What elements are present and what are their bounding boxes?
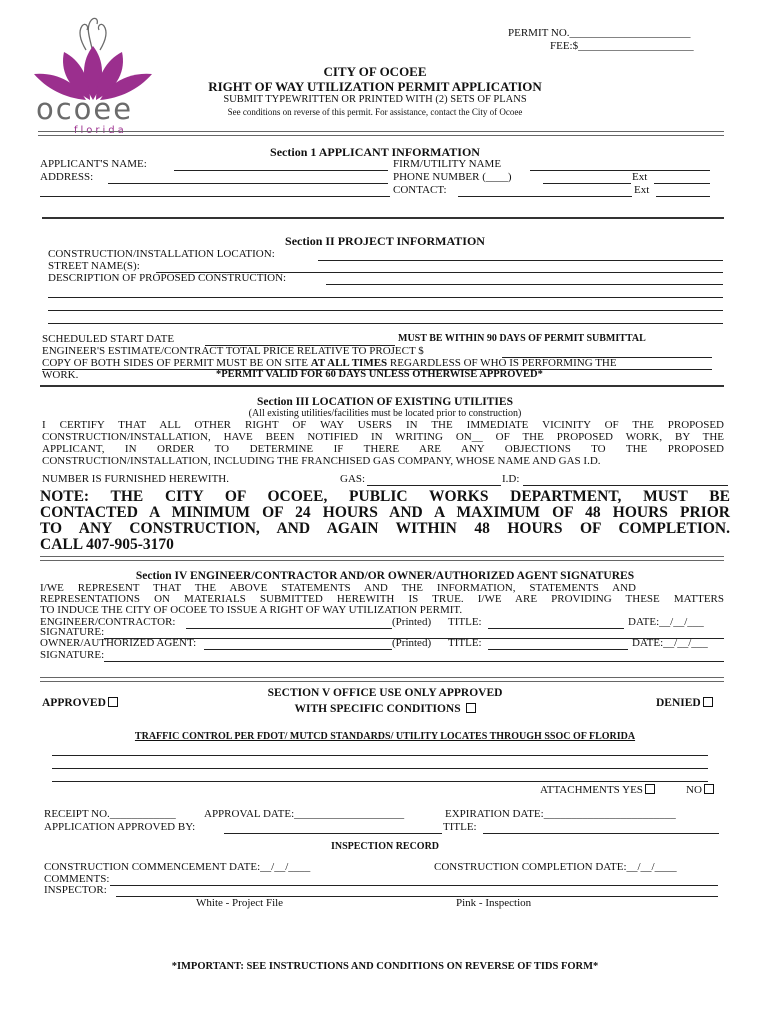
- pink-copy-label: Pink - Inspection: [456, 897, 532, 909]
- represent-line1: I/WE REPRESENT THAT THE ABOVE STATEMENTS AND THE INFORMATION, STATEMENTS AND: [40, 582, 636, 594]
- work-label: WORK.: [42, 369, 79, 381]
- copy-notice: [42, 357, 617, 369]
- certify-line5: NUMBER IS FURNISHED HEREWITH.: [42, 473, 229, 485]
- contact-label: CONTACT:: [393, 184, 447, 196]
- engineer-label: ENGINEER/CONTRACTOR:: [40, 616, 176, 628]
- inspection-record-title: INSPECTION RECORD: [330, 841, 440, 852]
- phone-label: PHONE NUMBER (____): [393, 171, 512, 183]
- checkbox-icon[interactable]: [645, 784, 655, 794]
- ext2-label: Ext: [634, 184, 650, 196]
- approved-with-conditions-checkbox[interactable]: [200, 703, 570, 715]
- owner-title-label: TITLE:: [448, 637, 482, 649]
- certify-line3: APPLICANT, IN ORDER TO DETERMINE IF THERE ARE ANY OBJECTIONS TO THE PROPOSED: [42, 443, 724, 455]
- approved-label: APPROVED: [42, 697, 106, 709]
- gas-id-field[interactable]: [523, 485, 728, 486]
- engineer-title-label: TITLE:: [448, 616, 482, 628]
- approved-by-label: APPLICATION APPROVED BY:: [44, 821, 196, 833]
- copy-notice-b: AT ALL TIMES: [310, 357, 388, 369]
- divider: [42, 217, 724, 219]
- approved-by-field[interactable]: [224, 833, 442, 834]
- logo-wordmark: ocoee: [36, 92, 134, 126]
- note-line1: NOTE: THE CITY OF OCOEE, PUBLIC WORKS DEPARTMENT, MUST BE: [40, 488, 730, 505]
- certify-line4: CONSTRUCTION/INSTALLATION, INCLUDING THE FRANCHISED GAS COMPANY, WHOSE NAME AND GAS I.D.: [42, 455, 601, 467]
- conditions-line2-field[interactable]: [52, 768, 708, 769]
- attachments-no-checkbox[interactable]: [686, 784, 714, 796]
- logo-subtitle: florida: [74, 125, 127, 136]
- conditions-line1-field[interactable]: [52, 755, 708, 756]
- certify-line2: CONSTRUCTION/INSTALLATION, HAVE BEEN NOTIFIED IN WRITING ON__ OF THE PROPOSED WORK, BY THE: [42, 431, 724, 443]
- conditions-line3-field[interactable]: [52, 781, 708, 782]
- location-field[interactable]: [318, 260, 723, 261]
- submit-instructions: SUBMIT TYPEWRITTEN OR PRINTED WITH (2) SETS OF PLANS: [223, 94, 527, 105]
- engineer-field[interactable]: [186, 628, 392, 629]
- start-date-rule: MUST BE WITHIN 90 DAYS OF PERMIT SUBMITTAL: [398, 333, 646, 344]
- approved-checkbox[interactable]: [42, 697, 118, 709]
- checkbox-icon[interactable]: [704, 784, 714, 794]
- city-logo: [28, 8, 158, 136]
- firm-field[interactable]: [530, 170, 710, 171]
- applicant-name-field[interactable]: [174, 170, 388, 171]
- phone-field[interactable]: [543, 183, 631, 184]
- comments-field[interactable]: [110, 885, 718, 886]
- gas-id-label: I.D:: [502, 473, 520, 485]
- divider: [38, 131, 724, 136]
- fee-field[interactable]: FEE:$_____________________: [550, 40, 694, 52]
- firm-label: FIRM/UTILITY NAME: [393, 158, 502, 170]
- ext2-field[interactable]: [656, 196, 710, 197]
- permit-valid-note: *PERMIT VALID FOR 60 DAYS UNLESS OTHERWISE APPROVED*: [216, 369, 543, 380]
- denied-checkbox[interactable]: [656, 697, 713, 709]
- description-line3-field[interactable]: [48, 310, 723, 311]
- address-field[interactable]: [108, 183, 388, 184]
- represent-line3: TO INDUCE THE CITY OF OCOEE TO ISSUE A RIGHT OF WAY UTILIZATION PERMIT.: [40, 604, 463, 616]
- ext1-label: Ext: [632, 171, 648, 183]
- completion-date-field[interactable]: CONSTRUCTION COMPLETION DATE:__/__/____: [434, 861, 677, 873]
- note-line2: CONTACTED A MINIMUM OF 24 HOURS AND A MAXIMUM OF 48 HOURS PRIOR: [40, 504, 730, 521]
- attachments-yes-checkbox[interactable]: [540, 784, 655, 796]
- inspector-label: INSPECTOR:: [44, 884, 107, 896]
- traffic-control-note: TRAFFIC CONTROL PER FDOT/ MUTCD STANDARDS/ UTILITY LOCATES THROUGH SSOC OF FLORIDA: [134, 731, 636, 742]
- engineer-printed-label: (Printed): [392, 616, 432, 628]
- commencement-date-field[interactable]: CONSTRUCTION COMMENCEMENT DATE:__/__/____: [44, 861, 311, 873]
- white-copy-label: White - Project File: [196, 897, 284, 909]
- certify-line1: I CERTIFY THAT ALL OTHER RIGHT OF WAY USERS IN THE IMMEDIATE VICINITY OF THE PROPOSED: [42, 419, 724, 431]
- applicant-name-label: APPLICANT'S NAME:: [40, 158, 147, 170]
- note-line4: CALL 407-905-3170: [40, 536, 174, 553]
- form-title: RIGHT OF WAY UTILIZATION PERMIT APPLICATION: [208, 79, 542, 94]
- permit-number-field[interactable]: PERMIT NO.______________________: [508, 27, 691, 39]
- divider: [40, 385, 724, 387]
- section5-title: SECTION V OFFICE USE ONLY APPROVED: [267, 687, 503, 699]
- lotus-flower-icon: [28, 8, 158, 103]
- section1-title: Section 1 APPLICANT INFORMATION: [270, 145, 480, 159]
- city-name: CITY OF OCOEE: [323, 64, 427, 79]
- checkbox-icon[interactable]: [108, 697, 118, 707]
- address-label: ADDRESS:: [40, 171, 94, 183]
- approver-title-label: TITLE:: [443, 821, 477, 833]
- copy-notice-c: REGARDLESS OF WHO IS PERFORMING THE: [387, 357, 617, 369]
- owner-printed-label: (Printed): [392, 637, 432, 649]
- note-line3: TO ANY CONSTRUCTION, AND AGAIN WITHIN 48 HOURS OF COMPLETION.: [40, 520, 730, 537]
- divider: [40, 677, 724, 682]
- description-label: DESCRIPTION OF PROPOSED CONSTRUCTION:: [48, 272, 287, 284]
- conditions-note: See conditions on reverse of this permit. For assistance, contact the City of Ocoee: [227, 107, 523, 117]
- engineer-title-field[interactable]: [488, 628, 624, 629]
- approved-with-conditions-label: WITH SPECIFIC CONDITIONS: [294, 703, 461, 715]
- checkbox-icon[interactable]: [703, 697, 713, 707]
- owner-title-field[interactable]: [488, 649, 628, 650]
- owner-label: OWNER/AUTHORIZED AGENT:: [40, 637, 197, 649]
- section4-title: Section IV ENGINEER/CONTRACTOR AND/OR OWNER/AUTHORIZED AGENT SIGNATURES: [135, 570, 635, 582]
- description-field[interactable]: [326, 284, 723, 285]
- gas-field[interactable]: [367, 485, 501, 486]
- approval-date-field[interactable]: APPROVAL DATE:____________________: [204, 808, 405, 820]
- owner-field[interactable]: [204, 649, 392, 650]
- represent-line2: REPRESENTATIONS ON MATERIALS SUBMITTED HEREWITH IS TRUE. I/WE ARE PROVIDING THESE MATTERS: [40, 593, 724, 605]
- expiration-date-field[interactable]: EXPIRATION DATE:________________________: [445, 808, 676, 820]
- description-line4-field[interactable]: [48, 323, 723, 324]
- checkbox-icon[interactable]: [466, 703, 476, 713]
- signature1-label: SIGNATURE:: [40, 626, 105, 638]
- owner-date-field[interactable]: DATE:__/__/___: [632, 637, 708, 649]
- start-date-label: SCHEDULED START DATE: [42, 333, 175, 345]
- street-label: STREET NAME(S):: [48, 260, 140, 272]
- location-label: CONSTRUCTION/INSTALLATION LOCATION:: [48, 248, 275, 260]
- comments-label: COMMENTS:: [44, 873, 110, 885]
- copy-notice-a: COPY OF BOTH SIDES OF PERMIT MUST BE ON SITE: [42, 357, 311, 369]
- attachments-label: ATTACHMENTS YES: [540, 784, 643, 796]
- contact-field[interactable]: [458, 196, 632, 197]
- address-line2-field[interactable]: [40, 196, 390, 197]
- attachments-no-label: NO: [686, 784, 702, 796]
- description-line2-field[interactable]: [48, 297, 723, 298]
- signature2-label: SIGNATURE:: [40, 649, 105, 661]
- approver-title-field[interactable]: [483, 833, 719, 834]
- receipt-field[interactable]: RECEIPT NO.____________: [44, 808, 176, 820]
- section3-title: Section III LOCATION OF EXISTING UTILITIES: [257, 396, 513, 408]
- gas-label: GAS:: [340, 473, 366, 485]
- engineer-date-field[interactable]: DATE:__/__/___: [628, 616, 704, 628]
- section2-title: Section II PROJECT INFORMATION: [285, 234, 485, 248]
- ext1-field[interactable]: [654, 183, 710, 184]
- section3-subtitle: (All existing utilities/facilities must be located prior to construction): [248, 408, 522, 419]
- signature2-field[interactable]: [104, 661, 724, 662]
- important-footer: *IMPORTANT: SEE INSTRUCTIONS AND CONDITIONS ON REVERSE OF TIDS FORM*: [171, 961, 599, 972]
- estimate-label: ENGINEER'S ESTIMATE/CONTRACT TOTAL PRICE RELATIVE TO PROJECT $: [42, 345, 424, 357]
- denied-label: DENIED: [656, 697, 701, 709]
- divider: [40, 556, 724, 561]
